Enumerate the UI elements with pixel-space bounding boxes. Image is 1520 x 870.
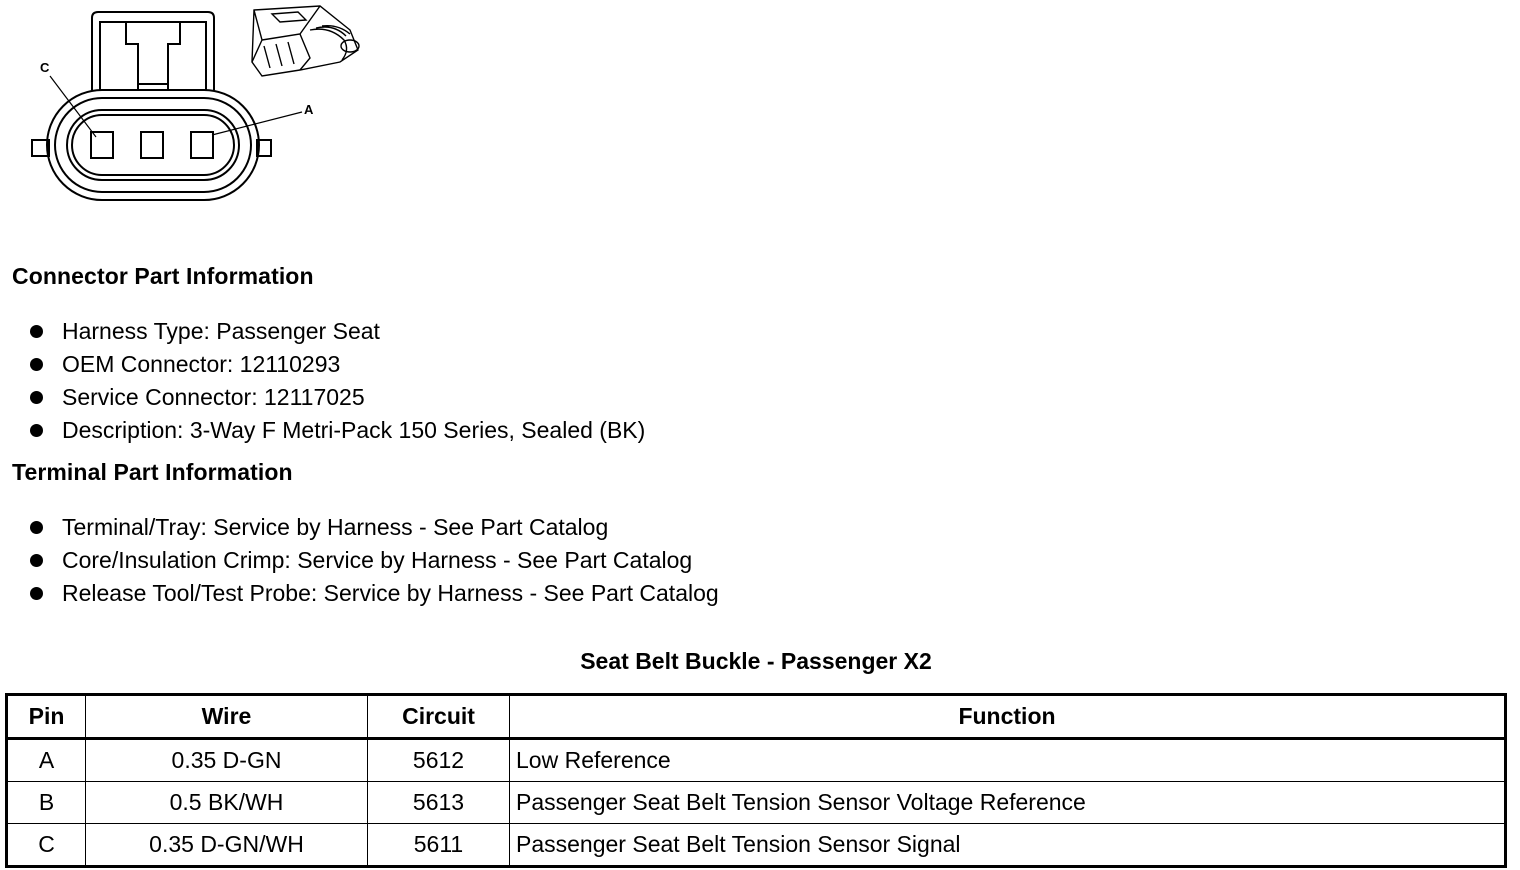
header-wire: Wire	[86, 695, 368, 739]
table-row	[7, 739, 1506, 782]
cell-circuit: 5613	[368, 782, 510, 824]
pinout-table	[5, 693, 1507, 868]
table-row	[7, 782, 1506, 824]
cell-function: Low Reference	[510, 739, 1506, 782]
terminal-info-title: Terminal Part Information	[12, 459, 293, 485]
cell-wire: 0.35 D-GN	[86, 739, 368, 782]
connector-diagram	[0, 0, 380, 215]
cell-wire: 0.35 D-GN/WH	[86, 824, 368, 867]
list-item: Core/Insulation Crimp: Service by Harness - See Part Catalog	[26, 544, 719, 577]
list-item: OEM Connector: 12110293	[26, 348, 645, 381]
cell-function: Passenger Seat Belt Tension Sensor Signal	[510, 824, 1506, 867]
table-row	[7, 824, 1506, 867]
cell-pin: C	[7, 824, 86, 867]
cell-circuit: 5612	[368, 739, 510, 782]
cell-wire: 0.5 BK/WH	[86, 782, 368, 824]
terminal-info-list	[26, 511, 719, 610]
cavity-a	[191, 132, 213, 158]
pin-label-a: A	[304, 102, 314, 117]
cavity-b	[141, 132, 163, 158]
list-item: Harness Type: Passenger Seat	[26, 315, 645, 348]
connector-isometric-view	[252, 6, 359, 76]
header-function: Function	[510, 695, 1506, 739]
connector-info-list	[26, 315, 645, 447]
pin-label-c: C	[40, 60, 50, 75]
table-caption: Seat Belt Buckle - Passenger X2	[580, 648, 932, 674]
cell-function: Passenger Seat Belt Tension Sensor Voltage Reference	[510, 782, 1506, 824]
cell-circuit: 5611	[368, 824, 510, 867]
list-item: Release Tool/Test Probe: Service by Harness - See Part Catalog	[26, 577, 719, 610]
table-header-row	[7, 695, 1506, 739]
connector-info-title: Connector Part Information	[12, 263, 314, 289]
cell-pin: A	[7, 739, 86, 782]
connector-latch	[92, 12, 214, 90]
header-circuit: Circuit	[368, 695, 510, 739]
list-item: Description: 3-Way F Metri-Pack 150 Series, Sealed (BK)	[26, 414, 645, 447]
header-pin: Pin	[7, 695, 86, 739]
list-item: Service Connector: 12117025	[26, 381, 645, 414]
cell-pin: B	[7, 782, 86, 824]
connector-body	[47, 90, 259, 200]
cavity-c	[91, 132, 113, 158]
list-item: Terminal/Tray: Service by Harness - See Part Catalog	[26, 511, 719, 544]
